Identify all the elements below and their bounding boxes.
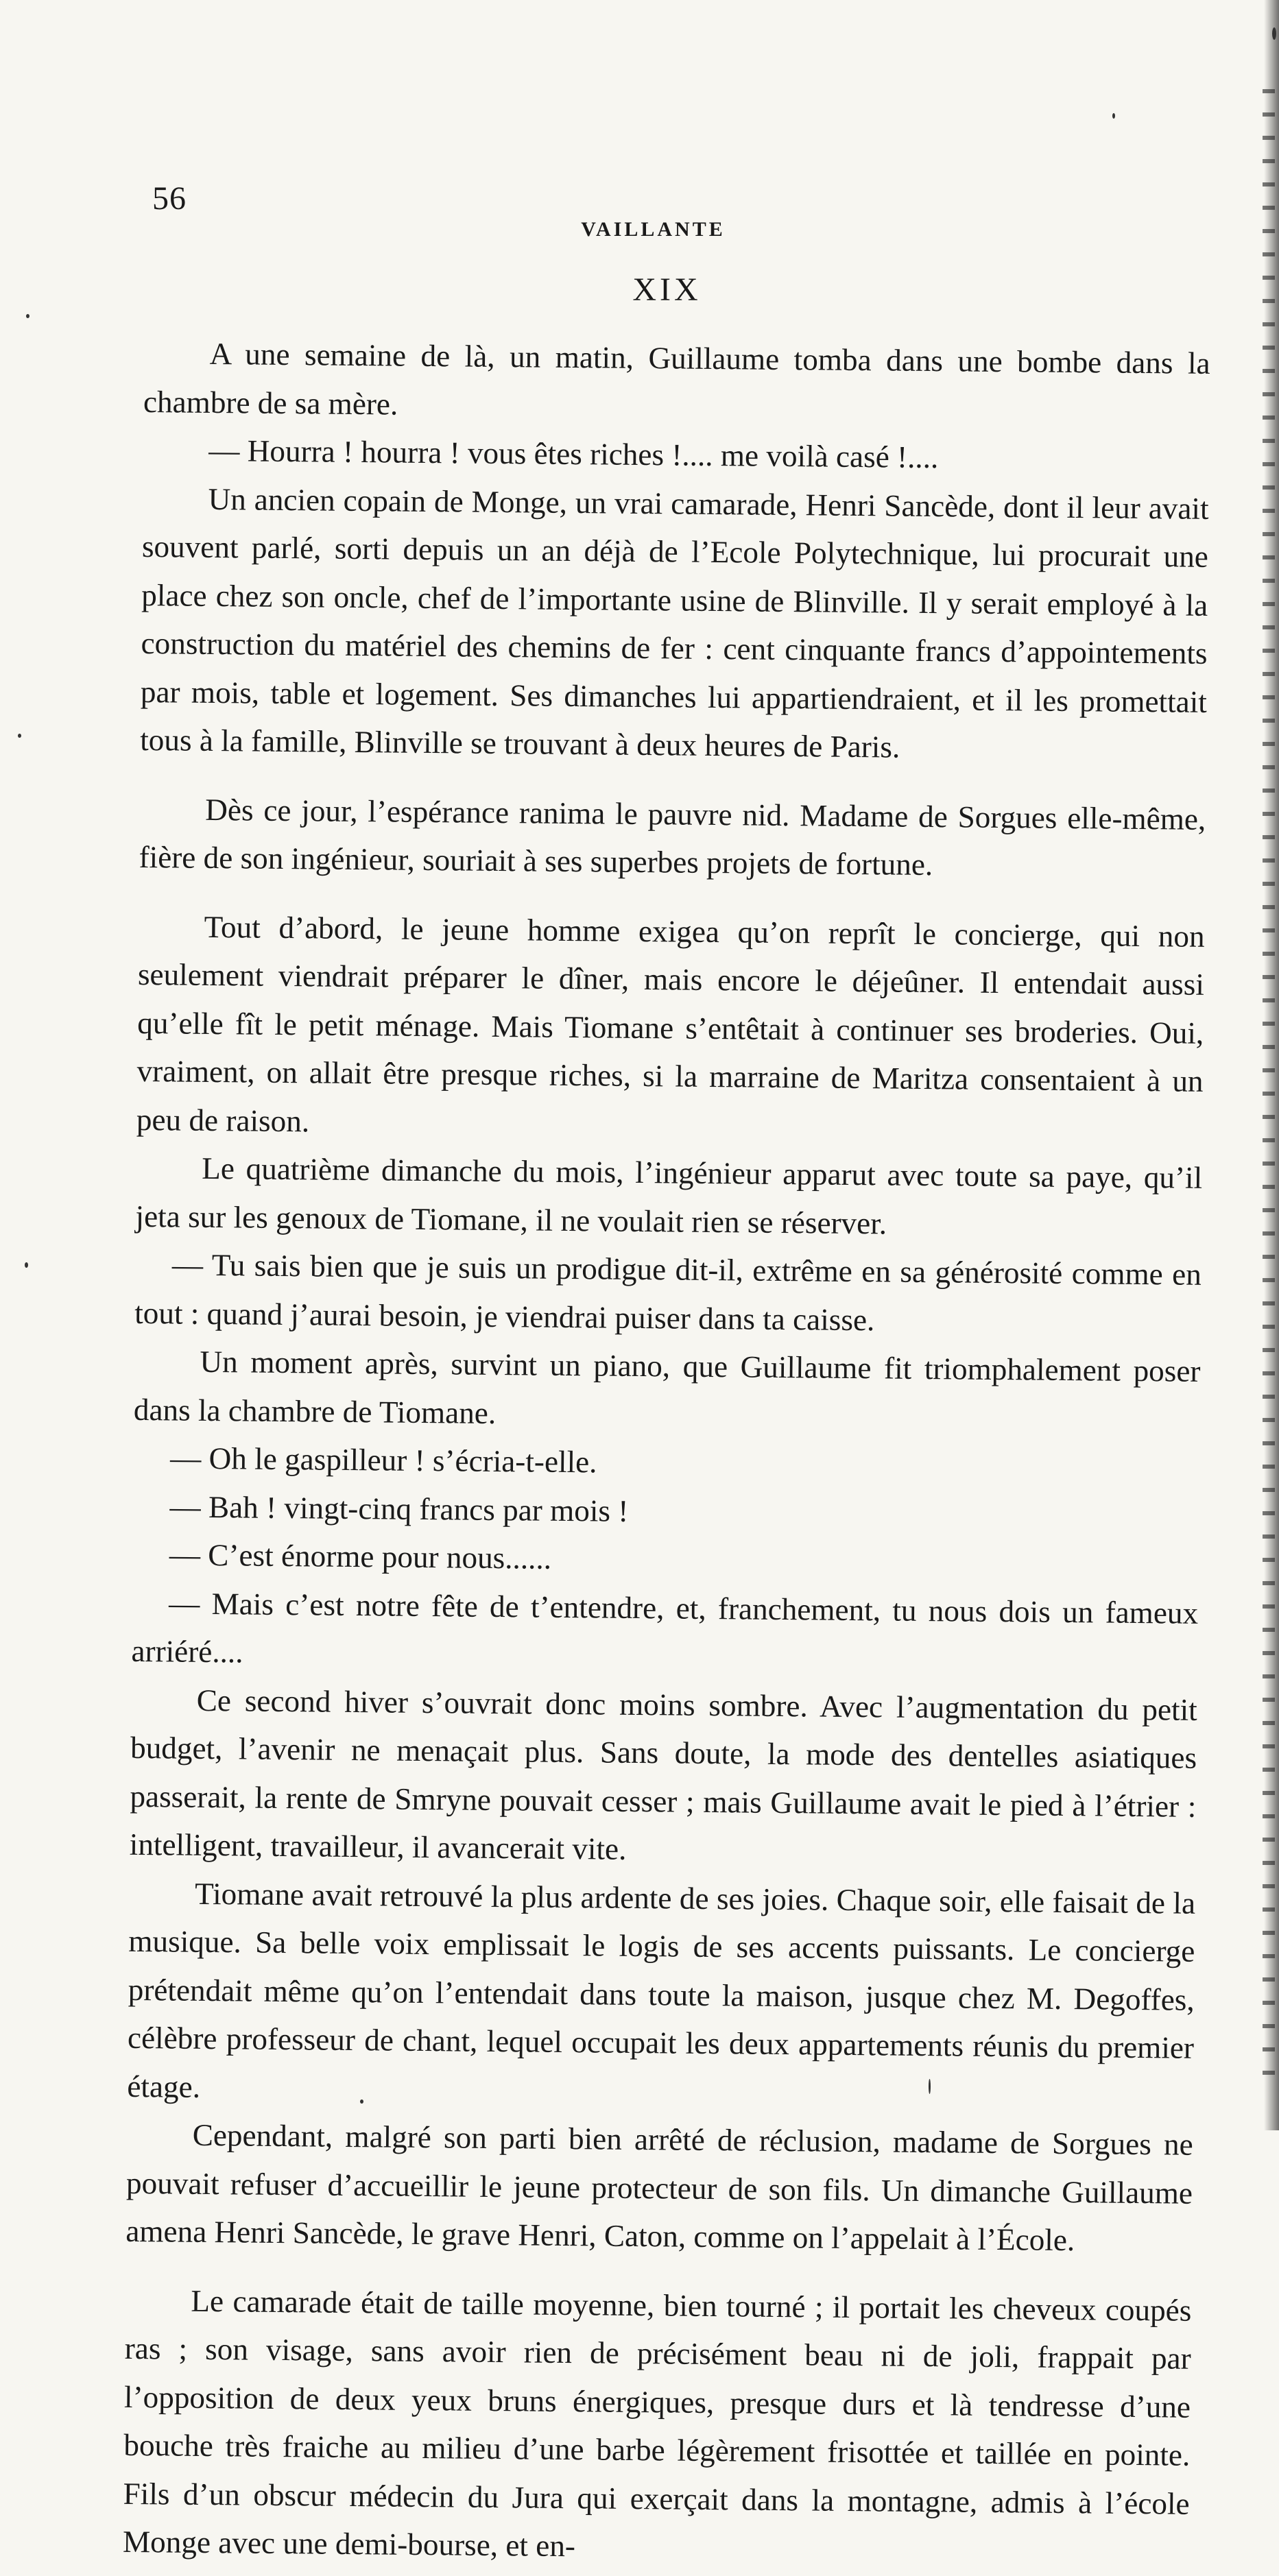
paragraph: Tiomane avait retrouvé la plus ardente de ses joies. Chaque soir, elle faisait de la musique. Sa belle voix emplissait le logis de ses accents puissants. Le concierge prétendait même qu’on l’entendait dans toute la maison, jusque chez M. Degoffes, célèbre professeur de chant, lequel occupait les deux appartements réunis du premier étage. [127, 1876, 1196, 2104]
paragraph: Tout d’abord, le jeune homme exigea qu’on reprît le concierge, qui non seulement viendrait préparer le dîner, mais encore le déjeûner. Il entendait aussi qu’elle fît le petit ménage. Mais Tiomane s’entêtait à continuer ses broderies. Oui, vraiment, on allait être presque riches, si la marraine de Maritza consentaient à un peu de raison. [136, 909, 1205, 1138]
scan-speck [26, 314, 29, 318]
chapter-heading: XIX [632, 272, 702, 308]
paragraph: A une semaine de là, un matin, Guillaume tomba dans une bombe dans la chambre de sa mère. [143, 336, 1210, 422]
dialogue-line: — Mais c’est notre fête de t’entendre, et, franchement, tu nous dois un fameux arriéré.... [131, 1585, 1199, 1670]
paragraph: Le quatrième dimanche du mois, l’ingénieur apparut avec toute sa paye, qu’il jeta sur les genoux de Tiomane, il ne voulait rien se réserver. [135, 1151, 1203, 1240]
scan-speck [360, 2099, 363, 2104]
paragraph: Le camarade était de taille moyenne, bien tourné ; il portait les cheveux coupés ras ; son visage, sans avoir rien de précisément beau ni de joli, frappait par l’opposition de deux yeux bruns énergiques, presque durs et là tendresse d’une bouche très fraiche au milieu d’une barbe légèrement frisottée et taillée en pointe. Fils d’un obscur médecin du Jura qui exerçait dans la montagne, admis à l’école Monge avec une demi-bourse, et en- [122, 2283, 1192, 2564]
paragraph: — Tu sais bien que je suis un prodigue dit-il, extrême en sa générosité comme en tout : quand j’aurai besoin, je viendrai puiser dans ta caisse. [134, 1247, 1202, 1337]
paragraph: Ce second hiver s’ouvrait donc moins sombre. Avec l’augmentation du petit budget, l’avenir ne menaçait plus. Sans doute, la mode des dentelles asiatiques passerait, la rente de Smryne pouvait cesser ; mais Guillaume avait le pied à l’étrier : intelligent, travailleur, il avancerait vite. [129, 1683, 1197, 1866]
scan-speck [1112, 113, 1115, 119]
page-number: 56 [152, 180, 187, 217]
paragraph: Cependant, malgré son parti bien arrêté de réclusion, madame de Sorgues ne pouvait refuser d’accueillir le jeune protecteur de son fils. Un dimanche Guillaume amena Henri Sancède, le grave Henri, Caton, comme on l’appelait à l’École. [125, 2117, 1193, 2258]
paragraph: Un moment après, survint un piano, que Guillaume fit triomphalement poser dans la chambre de Tiomane. [133, 1344, 1201, 1430]
scan-speck [929, 2079, 931, 2094]
body-text [123, 329, 1210, 2576]
scan-speck [25, 1262, 28, 1268]
scan-speck [18, 734, 21, 738]
paragraph: Un ancien copain de Monge, un vrai camarade, Henri Sancède, dont il leur avait souvent parlé, sorti depuis un an déjà de l’Ecole Polytechnique, lui procurait une place chez son oncle, chef de l’importante usine de Blinville. Il y serait employé à la construction du matériel des chemins de fer : cent cinquante francs d’appointements par mois, table et logement. Ses dimanches lui appartiendraient, et il les promettait tous à la famille, Blinville se trouvant à deux heures de Paris. [140, 481, 1209, 765]
scan-speck [1272, 27, 1276, 40]
running-title: VAILLANTE [581, 218, 726, 241]
dialogue-line: — C’est énorme pour nous...... [169, 1537, 552, 1576]
paragraph: — Hourra ! hourra ! vous êtes riches !.... me voilà casé !.... [208, 433, 939, 475]
dialogue-line: — Oh le gaspilleur ! s’écria-t-elle. [169, 1441, 597, 1480]
page-edge-marks [1263, 89, 1275, 2078]
dialogue-line: — Bah ! vingt-cinq francs par mois ! [169, 1489, 629, 1528]
paragraph: Dès ce jour, l’espérance ranima le pauvre nid. Madame de Sorgues elle-même, fière de son ingénieur, souriait à ses superbes projets de fortune. [139, 792, 1206, 882]
